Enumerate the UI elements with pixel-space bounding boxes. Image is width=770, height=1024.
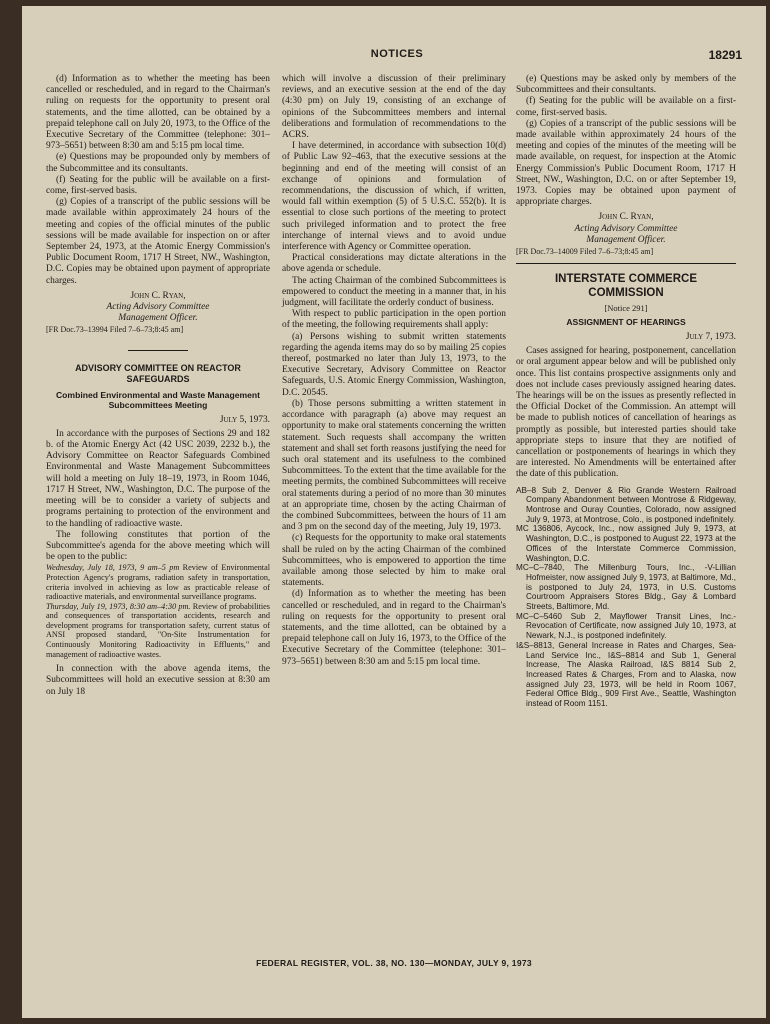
agenda-item: [46, 602, 270, 660]
hearing-list: [516, 486, 736, 709]
signature-title: Management Officer.: [586, 234, 666, 245]
agenda-item: [46, 563, 270, 601]
section-divider: [128, 350, 188, 351]
fr-doc-line: [FR Doc.73–14009 Filed 7–6–73;8:45 am]: [516, 247, 654, 257]
page-footer: FEDERAL REGISTER, VOL. 38, NO. 130—MONDAY, JULY 9, 1973: [256, 958, 532, 968]
paragraph: (f) Seating for the public will be available on a first-come, first-served basis.: [516, 96, 736, 118]
signature-title: Acting Advisory Committee: [574, 223, 678, 234]
notice-date: July 5, 1973.: [219, 414, 270, 425]
section-divider: [516, 263, 736, 264]
signature-title: Management Officer.: [118, 313, 198, 324]
hearing-entry: MC–C–7840, The Millenburg Tours, Inc., -V-Lillian Hofmeister, now assigned July 9, 1973, at Baltimore, Md., is postponed to July 24, 1973, in U.S. Customs Courtroom Appraisers Stores Bldg., Gay & Lombard Streets, Baltimore, Md.: [516, 563, 736, 612]
paragraph: (e) Questions may be propounded only by members of the Subcommittee and its consultants.: [46, 152, 270, 174]
paragraph: The following constitutes that portion of the Subcommittee's agenda for the above meeting which will be open to the public:: [46, 529, 270, 563]
paragraph: (a) Persons wishing to submit written statements regarding the agenda items may do so by mailing 25 copies thereof, postmarked no later than July 13, 1973, to the Executive Secretary, Advisory Committee on Reactor Safeguards, U.S. Atomic Energy Commission, Washington, D.C. 20545.: [282, 331, 506, 398]
agenda-date: Thursday, July 19, 1973, 8:30 am–4:30 pm.: [46, 601, 191, 611]
hearing-entry: AB–8 Sub 2, Denver & Rio Grande Western Railroad Company Abandonment between Montrose & Ridgeway, Montrose and Ouray Counties, Colorado, now assigned July 9, 1973, at Montrose, Colo., is postponed indefinitely.: [516, 485, 736, 524]
paragraph: (d) Information as to whether the meeting has been cancelled or rescheduled, and in regard to the Chairman's ruling on requests for the opportunity to present oral statements, and the time allotted, can be obtained by a prepaid telephone call on July 16, 1973, to the Office of the Executive Secretary of the Committee (telephone: 301–973–5651) between 8:30 am and 5:15 pm local time.: [282, 589, 506, 667]
subject-heading: ASSIGNMENT OF HEARINGS: [566, 317, 686, 328]
running-head: NOTICES: [370, 48, 424, 60]
notice-date: July 7, 1973.: [685, 331, 736, 342]
paragraph: (b) Those persons submitting a written statement in accordance with paragraph (a) above may request an opportunity to make oral statements concerning the written statement. Such requests shall accompany the written statement and shall set forth reasons justifying the need for such oral statement and its usefulness to the combined Subcommittees. To the extent that the time available for the meeting permits, the combined Subcommittees will receive oral statements during a period of no more than 30 minutes at an appropriate time, chosen by the acting Chairman of the combined Subcommittees, between the hours of 11 am and 3 pm on the second day of the meeting, July 19, 1973.: [282, 398, 506, 533]
column-2: [282, 74, 506, 668]
paragraph: In connection with the above agenda items, the Subcommittees will hold an executive session at 8:30 am on July 18: [46, 664, 270, 697]
paragraph: (e) Questions may be asked only by members of the Subcommittees and their consultants.: [516, 74, 736, 96]
subject-heading: Combined Environmental and Waste Management Subcommittees Meeting: [55, 389, 261, 411]
signature-title: Acting Advisory Committee: [106, 302, 210, 313]
column-3: [516, 74, 736, 709]
column-1: [46, 74, 270, 698]
agenda-date: Wednesday, July 18, 1973, 9 am–5 pm: [46, 563, 180, 573]
paragraph: (g) Copies of a transcript of the public sessions will be made available within approximately 24 hours of the meeting and copies of the minutes of the meeting will be made available, on request, for inspection at the Atomic Energy Commission's Public Document Room, 1717 H Street, NW., Washington, D.C. on or after September 19, 1973. Copies may be obtained upon payment of appropriate charges.: [516, 118, 736, 208]
notice-number: [Notice 291]: [604, 303, 648, 314]
paragraph: The acting Chairman of the combined Subcommittees is empowered to conduct the meeting in a manner that, in his judgment, will facilitate the orderly conduct of business.: [282, 275, 506, 309]
signature-name: John C. Ryan,: [130, 290, 186, 301]
paragraph: which will involve a discussion of their preliminary reviews, and an executive session at the end of the day (4:30 pm) on July 19, consisting of an exchange of opinions of the Subcommittees members and internal deliberations and formulation of recommendations to the ACRS.: [282, 74, 506, 141]
page-header: [52, 48, 742, 64]
paragraph: Cases assigned for hearing, postponement, cancellation or oral argument appear below and will be published only once. This list contains prospective assignments only and does not include cases previously assigned hearing dates. The hearings will be on the issues as presently reflected in the Official Docket of the Commission. An attempt will be made to publish notices of cancellation of hearings as promptly as possible, but interested parties should take appropriate steps to insure that they are notified of cancellation or postponements of hearings in which they are interested. No Amendments will be entertained after the date of this publication.: [516, 346, 736, 480]
agenda-text: Review of Environmental Protection Agency's programs, radiation safety in transportation, criteria involved in achieving as low as practicable release of radioactive materials, and environmental surveillance programs.: [46, 563, 270, 602]
paragraph: In accordance with the purposes of Sections 29 and 182 b. of the Atomic Energy Act (42 USC 2039, 2232 b.), the Advisory Committee on Reactor Safeguards Combined Environmental and Waste Management Subcommittees will hold a meeting on July 18–19, 1973, in Room 1046, 1717 H Street, NW., Washington, D.C. The purpose of the meeting will be to consider a variety of subjects and programs pertaining to protection of the environment and to the handling of radioactive waste.: [46, 428, 270, 529]
agency-heading: INTERSTATE COMMERCE COMMISSION: [554, 273, 698, 300]
hearing-entry: I&S–8813, General Increase in Rates and Charges, Sea-Land Service Inc., I&S–8814 and Sub 1, General Increase, The Alaska Railroad, I&S 8814 Sub 2, Increased Rates & Charges, From and to Alaska, now assigned July 23, 1973, will be held in Room 1067, Federal Office Bldg., 909 First Ave., Seattle, Washington instead of Room 1151.: [516, 640, 736, 709]
agenda-text: Review of probabilities and consequences of transportation accidents, research and development programs for transportation safety, current status of ANSI proposed standard, "On-Site Instrumentation for Continuously Monitoring Radioactivity in Effluents," and management of radioactive wastes.: [46, 601, 270, 659]
paragraph: With respect to public participation in the open portion of the meeting, the following requirements shall apply:: [282, 309, 506, 331]
paragraph: (d) Information as to whether the meeting has been cancelled or rescheduled, and in regard to the Chairman's ruling on requests for the opportunity to present oral statements, and the time allotted, can be obtained by a prepaid telephone call on July 20, 1973, to the Office of the Executive Secretary of the Committee (telephone: 301–973–5651) between 8:30 am and 5:15 pm local time.: [46, 74, 270, 152]
hearing-entry: MC–C–5460 Sub 2, Mayflower Transit Lines, Inc.-Revocation of Certificate, now assigned July 10, 1973, at Newark, N.J., is postponed indefinitely.: [516, 611, 736, 641]
page-number: 18291: [708, 48, 742, 62]
document-page: [22, 6, 766, 1018]
paragraph: (f) Seating for the public will be available on a first-come, first-served basis.: [46, 174, 270, 197]
paragraph: (c) Requests for the opportunity to make oral statements shall be ruled on by the acting Chairman of the combined Subcommittees, who is empowered to apportion the time available among those selected by him to make oral statements.: [282, 533, 506, 589]
paragraph: I have determined, in accordance with subsection 10(d) of Public Law 92–463, that the executive sessions at the beginning and end of the meeting will consist of an exchange of opinions and formulation of recommendations, the discussion of which, if written, would fall within exemption (5) of 5 U.S.C. 552(b). It is essential to close such portions of the meeting to protect such privileged information and to protect the free interchange of internal views and to avoid undue interference with Agency or Committee operation.: [282, 141, 506, 253]
hearing-entry: MC 136806, Aycock, Inc., now assigned July 9, 1973, at Washington, D.C., is postponed to August 22, 1973 at the Offices of the Interstate Commerce Commission, Washington, D.C.: [516, 524, 736, 563]
paragraph: Practical considerations may dictate alterations in the above agenda or schedule.: [282, 253, 506, 275]
signature-name: John C. Ryan,: [598, 212, 654, 223]
agency-heading: ADVISORY COMMITTEE ON REACTOR SAFEGUARDS: [75, 362, 241, 384]
paragraph: (g) Copies of a transcript of the public sessions will be made available within approximately 24 hours of the meeting and copies of the official minutes of the public sessions will be made available for inspection on or after September 24, 1973, at the Atomic Energy Commission's Public Document Room, 1717 H Street, NW., Washington, D.C. Copies may be obtained upon payment of appropriate charges.: [46, 197, 270, 286]
fr-doc-line: [FR Doc.73–13994 Filed 7–6–73;8:45 am]: [46, 325, 184, 335]
